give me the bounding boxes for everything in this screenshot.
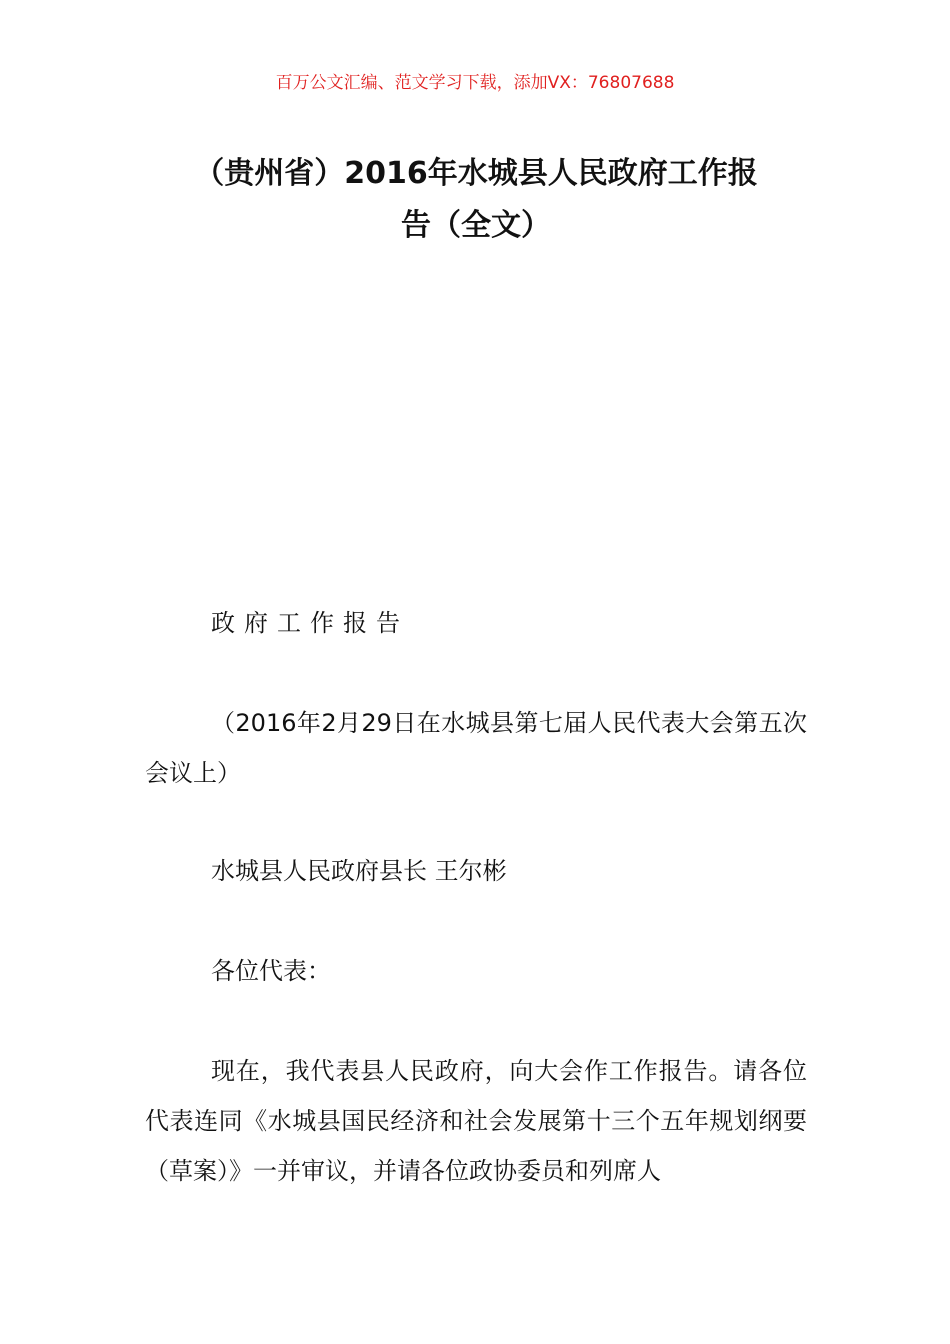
- document-title: [145, 148, 807, 252]
- meeting-info: （2016年2月29日在水城县第七届人民代表大会第五次会议上）: [145, 709, 807, 787]
- salutation: 各位代表：: [211, 957, 331, 985]
- header-watermark-note: 百万公文汇编、范文学习下载，添加VX：76807688: [275, 73, 675, 93]
- title-line-1: （贵州省）2016年水城县人民政府工作报: [194, 156, 758, 191]
- speaker-line: 水城县人民政府县长 王尔彬: [211, 857, 507, 885]
- title-line-2: 告（全文）: [401, 208, 551, 243]
- report-heading: 政府工作报告: [211, 609, 409, 637]
- paragraph-1: 现在，我代表县人民政府，向大会作工作报告。请各位代表连同《水城县国民经济和社会发展第十三个五年规划纲要（草案）》一并审议，并请各位政协委员和列席人: [145, 1057, 807, 1185]
